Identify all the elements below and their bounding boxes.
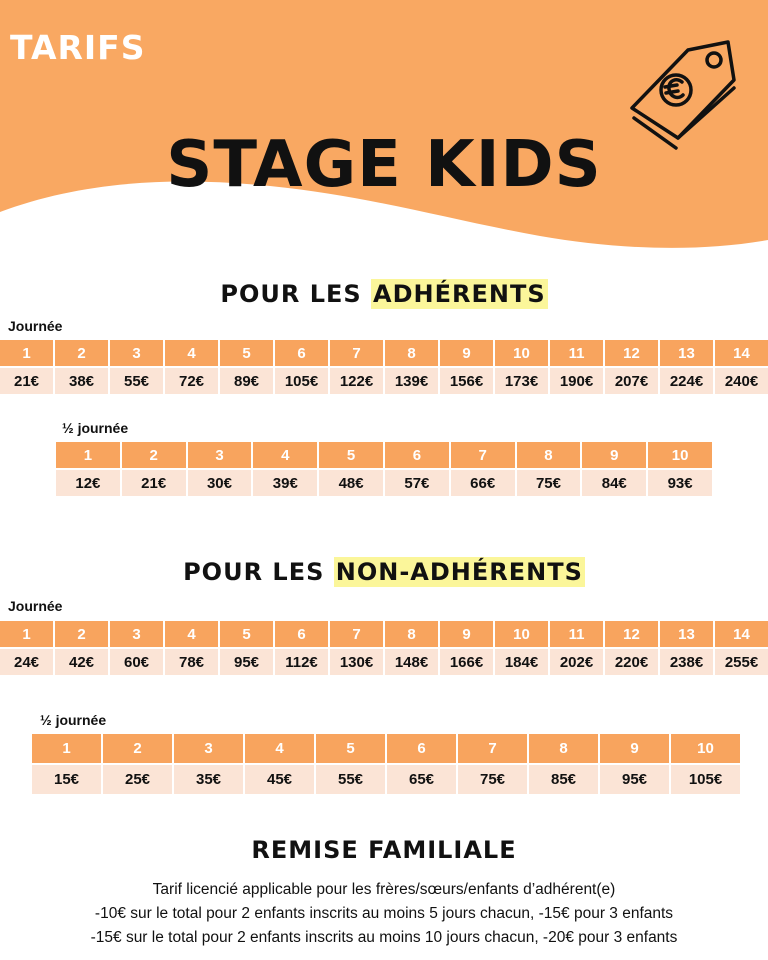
day-count-cell: 7 (451, 442, 515, 468)
day-count-cell: 11 (550, 340, 603, 366)
price-cell: 85€ (529, 765, 598, 794)
day-count-cell: 4 (253, 442, 317, 468)
table-header-row (0, 340, 768, 366)
label-demi-non-adherents: ½ journée (40, 712, 107, 728)
price-cell: 15€ (32, 765, 101, 794)
price-cell: 190€ (550, 368, 603, 394)
table-journee-non-adherents (0, 619, 768, 677)
day-count-cell: 9 (582, 442, 646, 468)
price-cell: 75€ (517, 470, 581, 496)
price-cell: 12€ (56, 470, 120, 496)
section-title-non-adherents (0, 558, 768, 586)
price-cell: 75€ (458, 765, 527, 794)
price-cell: 202€ (550, 649, 603, 675)
price-cell: 48€ (319, 470, 383, 496)
section-title-adherents (0, 280, 768, 308)
price-cell: 166€ (440, 649, 493, 675)
day-count-cell: 5 (220, 340, 273, 366)
day-count-cell: 8 (385, 621, 438, 647)
price-cell: 21€ (0, 368, 53, 394)
price-cell: 39€ (253, 470, 317, 496)
day-count-cell: 10 (495, 621, 548, 647)
price-cell: 78€ (165, 649, 218, 675)
day-count-cell: 3 (110, 340, 163, 366)
table-price-row (0, 649, 768, 675)
day-count-cell: 12 (605, 340, 658, 366)
section-title-highlight: ADHÉRENTS (373, 280, 546, 308)
price-cell: 42€ (55, 649, 108, 675)
label-journee-adherents: Journée (8, 318, 63, 334)
day-count-cell: 13 (660, 621, 713, 647)
day-count-cell: 9 (440, 340, 493, 366)
day-count-cell: 7 (458, 734, 527, 763)
table-price-row (32, 765, 740, 794)
price-cell: 72€ (165, 368, 218, 394)
price-cell: 57€ (385, 470, 449, 496)
day-count-cell: 5 (220, 621, 273, 647)
price-cell: 105€ (671, 765, 740, 794)
section-title-prefix: POUR LES (183, 558, 334, 586)
day-count-cell: 6 (387, 734, 456, 763)
price-cell: 95€ (220, 649, 273, 675)
day-count-cell: 8 (385, 340, 438, 366)
price-cell: 35€ (174, 765, 243, 794)
day-count-cell: 9 (440, 621, 493, 647)
price-cell: 240€ (715, 368, 768, 394)
price-cell: 55€ (316, 765, 385, 794)
day-count-cell: 2 (55, 340, 108, 366)
price-cell: 220€ (605, 649, 658, 675)
section-title-highlight: NON-ADHÉRENTS (335, 558, 583, 586)
remise-line: -15€ sur le total pour 2 enfants inscrits au moins 10 jours chacun, -20€ pour 3 enfants (90, 929, 678, 946)
day-count-cell: 1 (0, 340, 53, 366)
tarifs-heading: TARIFS (10, 28, 146, 67)
day-count-cell: 1 (56, 442, 120, 468)
table-header-row (0, 621, 768, 647)
day-count-cell: 10 (671, 734, 740, 763)
price-cell: 105€ (275, 368, 328, 394)
day-count-cell: 12 (605, 621, 658, 647)
day-count-cell: 5 (319, 442, 383, 468)
day-count-cell: 3 (188, 442, 252, 468)
table-price-row (0, 368, 768, 394)
price-cell: 30€ (188, 470, 252, 496)
day-count-cell: 8 (517, 442, 581, 468)
day-count-cell: 6 (275, 621, 328, 647)
section-title-prefix: POUR LES (220, 280, 372, 308)
price-cell: 130€ (330, 649, 383, 675)
day-count-cell: 9 (600, 734, 669, 763)
day-count-cell: 7 (330, 621, 383, 647)
day-count-cell: 14 (715, 340, 768, 366)
remise-line: Tarif licencié applicable pour les frères/sœurs/enfants d’adhérent(e) (152, 881, 616, 898)
price-cell: 224€ (660, 368, 713, 394)
price-cell: 25€ (103, 765, 172, 794)
price-cell: 66€ (451, 470, 515, 496)
table-header-row (56, 442, 712, 468)
label-demi-adherents: ½ journée (62, 420, 129, 436)
price-cell: 148€ (385, 649, 438, 675)
day-count-cell: 3 (174, 734, 243, 763)
price-cell: 38€ (55, 368, 108, 394)
table-header-row (32, 734, 740, 763)
price-cell: 21€ (122, 470, 186, 496)
day-count-cell: 4 (165, 621, 218, 647)
day-count-cell: 3 (110, 621, 163, 647)
price-cell: 122€ (330, 368, 383, 394)
day-count-cell: 13 (660, 340, 713, 366)
price-cell: 55€ (110, 368, 163, 394)
day-count-cell: 7 (330, 340, 383, 366)
remise-text (0, 878, 768, 950)
day-count-cell: 1 (32, 734, 101, 763)
day-count-cell: 1 (0, 621, 53, 647)
remise-line: -10€ sur le total pour 2 enfants inscrits au moins 5 jours chacun, -15€ pour 3 enfants (94, 905, 674, 922)
table-price-row (56, 470, 712, 496)
price-cell: 139€ (385, 368, 438, 394)
price-cell: 184€ (495, 649, 548, 675)
day-count-cell: 10 (495, 340, 548, 366)
price-cell: 156€ (440, 368, 493, 394)
price-cell: 238€ (660, 649, 713, 675)
table-demi-non-adherents (30, 732, 742, 796)
price-cell: 173€ (495, 368, 548, 394)
label-journee-non-adherents: Journée (8, 598, 63, 614)
day-count-cell: 8 (529, 734, 598, 763)
price-cell: 45€ (245, 765, 314, 794)
price-cell: 65€ (387, 765, 456, 794)
price-cell: 112€ (275, 649, 328, 675)
price-cell: 95€ (600, 765, 669, 794)
price-cell: 60€ (110, 649, 163, 675)
main-title: STAGE KIDS (166, 128, 602, 202)
day-count-cell: 4 (165, 340, 218, 366)
day-count-cell: 5 (316, 734, 385, 763)
day-count-cell: 6 (385, 442, 449, 468)
table-demi-adherents (54, 440, 714, 498)
price-cell: 84€ (582, 470, 646, 496)
day-count-cell: 11 (550, 621, 603, 647)
day-count-cell: 2 (122, 442, 186, 468)
day-count-cell: 2 (55, 621, 108, 647)
price-cell: 207€ (605, 368, 658, 394)
day-count-cell: 2 (103, 734, 172, 763)
day-count-cell: 4 (245, 734, 314, 763)
price-cell: 24€ (0, 649, 53, 675)
price-cell: 89€ (220, 368, 273, 394)
price-cell: 255€ (715, 649, 768, 675)
remise-title: REMISE FAMILIALE (251, 836, 517, 864)
day-count-cell: 14 (715, 621, 768, 647)
day-count-cell: 6 (275, 340, 328, 366)
day-count-cell: 10 (648, 442, 712, 468)
table-journee-adherents (0, 338, 768, 396)
price-cell: 93€ (648, 470, 712, 496)
